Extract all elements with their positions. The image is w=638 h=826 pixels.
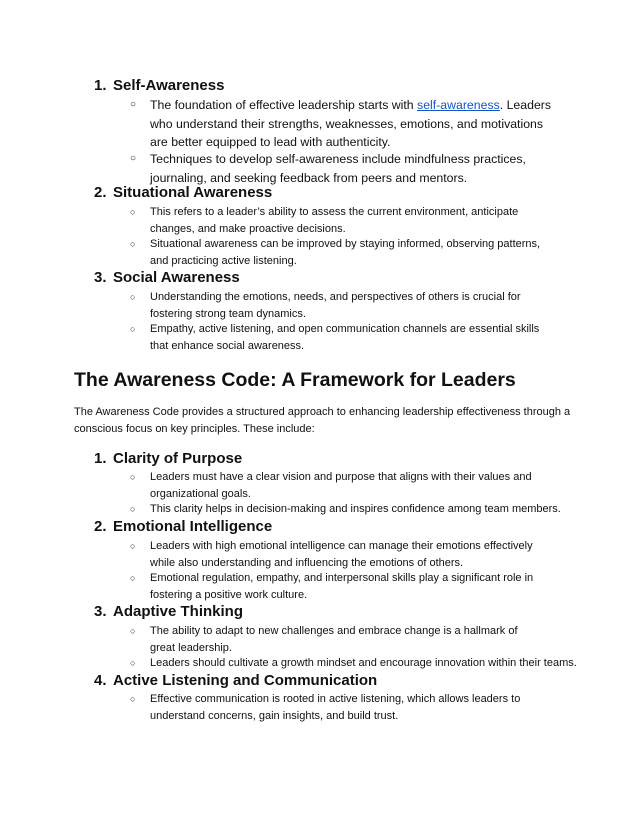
- list-item: ○ Understanding the emotions, needs, and perspectives of others is crucial for fostering strong team dynamics.: [130, 291, 521, 320]
- hollow-circle-bullet-icon: ○: [130, 99, 137, 110]
- hollow-circle-bullet-icon: ○: [130, 694, 136, 704]
- hollow-circle-bullet-icon: ○: [130, 292, 136, 302]
- principle-heading-emotional-intelligence: 2. Emotional Intelligence: [94, 518, 273, 535]
- list-item: ○ Effective communication is rooted in active listening, which allows leaders to understand concerns, gain insights, and build trust.: [130, 693, 521, 722]
- principle-heading-clarity-of-purpose: 1. Clarity of Purpose: [94, 450, 243, 467]
- list-item: ○ Leaders with high emotional intelligence can manage their emotions effectively while also understanding and influencing the emotions of others.: [130, 540, 533, 569]
- section-heading-situational-awareness: 2. Situational Awareness: [94, 184, 273, 201]
- hollow-circle-bullet-icon: ○: [130, 626, 136, 636]
- list-item: ○ Leaders should cultivate a growth mindset and encourage innovation within their teams.: [150, 655, 580, 672]
- hollow-circle-bullet-icon: ○: [130, 541, 136, 551]
- list-item: ○ Emotional regulation, empathy, and interpersonal skills play a significant role in fostering a positive work culture.: [130, 572, 534, 601]
- section-heading-self-awareness: 1. Self-Awareness: [94, 77, 225, 94]
- hollow-circle-bullet-icon: ○: [130, 504, 136, 514]
- hollow-circle-bullet-icon: ○: [130, 573, 136, 583]
- hollow-circle-bullet-icon: ○: [130, 239, 136, 249]
- hollow-circle-bullet-icon: ○: [130, 472, 136, 482]
- self-awareness-link[interactable]: self-awareness: [417, 98, 500, 112]
- hollow-circle-bullet-icon: ○: [130, 658, 136, 668]
- framework-heading: The Awareness Code: A Framework for Leaders: [74, 369, 516, 391]
- hollow-circle-bullet-icon: ○: [130, 207, 136, 217]
- list-item: ○ The foundation of effective leadership starts with self-awareness. Leaders who understand their strengths, weaknesses, emotions, and motivations are better equipped to lead with authenticity.: [130, 98, 552, 149]
- list-item: ○ Techniques to develop self-awareness include mindfulness practices, journaling, and seeking feedback from peers and mentors.: [130, 152, 526, 185]
- hollow-circle-bullet-icon: ○: [130, 153, 137, 164]
- list-item: ○ This refers to a leader’s ability to assess the current environment, anticipate changes, and make proactive decisions.: [130, 206, 519, 235]
- principle-heading-adaptive-thinking: 3. Adaptive Thinking: [94, 603, 244, 620]
- list-item: ○ The ability to adapt to new challenges and embrace change is a hallmark of great leadership.: [130, 625, 518, 654]
- list-item: ○ This clarity helps in decision-making and inspires confidence among team members.: [150, 501, 570, 518]
- list-item: ○ Leaders must have a clear vision and purpose that aligns with their values and organizational goals.: [130, 471, 532, 500]
- framework-intro: The Awareness Code provides a structured approach to enhancing leadership effectiveness through a conscious focus on key principles. These include:: [74, 406, 571, 435]
- list-item: ○ Empathy, active listening, and open communication channels are essential skills that enhance social awareness.: [130, 323, 540, 352]
- list-item: ○ Situational awareness can be improved by staying informed, observing patterns, and practicing active listening.: [130, 238, 541, 267]
- hollow-circle-bullet-icon: ○: [130, 324, 136, 334]
- principle-heading-active-listening: 4. Active Listening and Communication: [94, 672, 378, 689]
- section-heading-social-awareness: 3. Social Awareness: [94, 269, 240, 286]
